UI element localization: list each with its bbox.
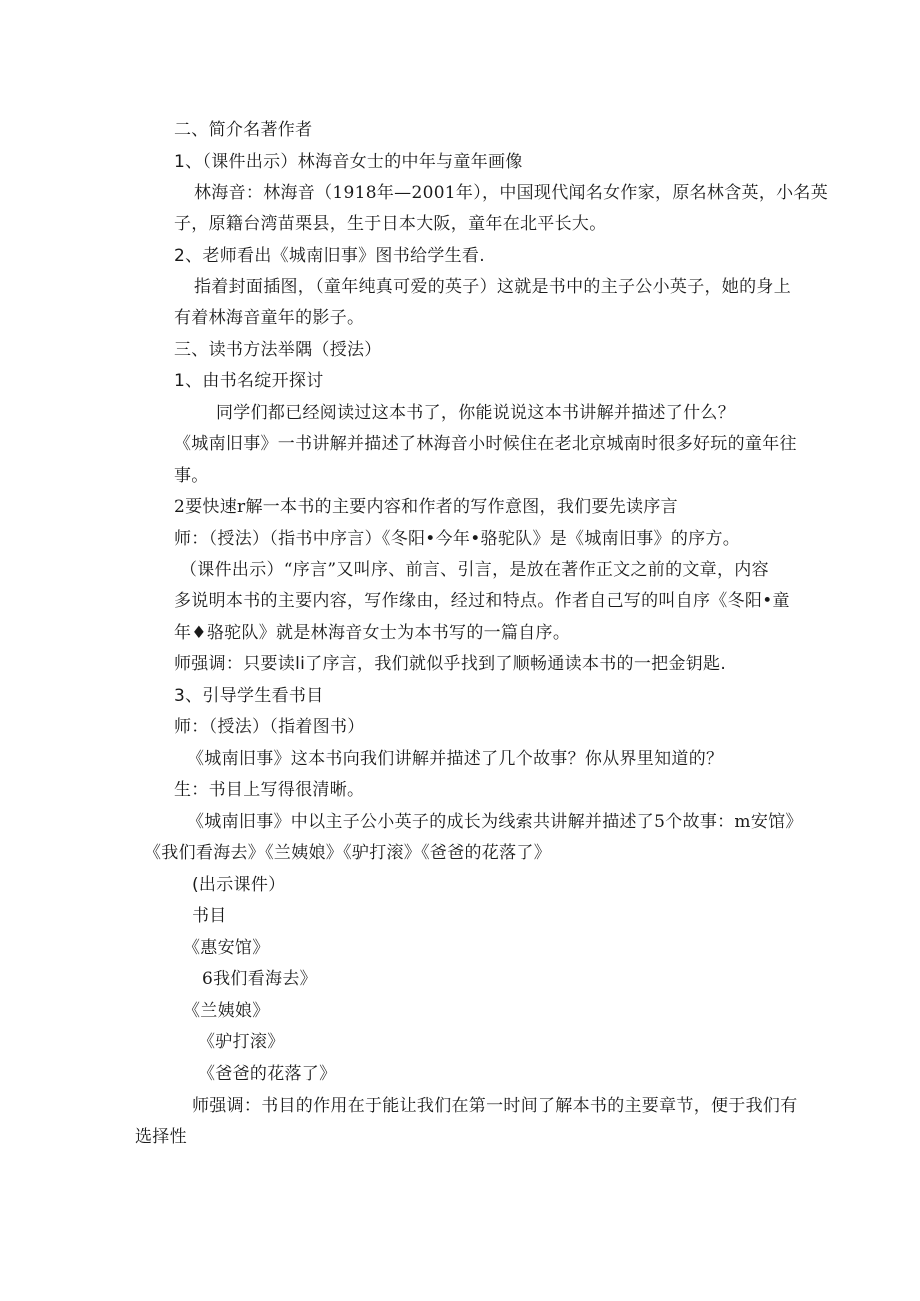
paragraph-line: 《我们看海去》《兰姨娘》《驴打滚》《爸爸的花落了》 <box>144 843 551 863</box>
paragraph-line: 2要快速r解一本书的主要内容和作者的写作意图，我们要先读序言 <box>174 497 678 517</box>
paragraph-line: 《城南旧事》一书讲解并描述了林海音小时候住在老北京城南时很多好玩的童年往 <box>174 434 797 454</box>
question-line: 同学们都已经阅读过这本书了，你能说说这本书讲解并描述了什么？ <box>216 403 735 423</box>
paragraph-line: 子，原籍台湾苗栗县，生于日本大阪，童年在北平长大。 <box>174 214 607 234</box>
paragraph-line: （课件出示）“序言”又叫序、前言、引言，是放在著作正文之前的文章，内容 <box>180 560 769 580</box>
paragraph-line: 《城南旧事》中以主子公小英子的成长为线索共讲解并描述了5个故事：m安馆》 <box>187 812 803 832</box>
section-heading-method: 三、读书方法举隅（授法） <box>174 340 382 360</box>
toc-item: 《兰姨娘》 <box>183 1001 270 1021</box>
question-line: 《城南旧事》这本书向我们讲解并描述了几个故事？你从界里知道的？ <box>187 749 724 769</box>
paragraph-line: 2、老师看出《城南旧事》图书给学生看. <box>174 246 485 266</box>
toc-item: 《驴打滚》 <box>198 1032 285 1052</box>
paragraph-line: 师：（授法）（指书中序言）《冬阳•今年•骆驼队》是《城南旧事》的序方。 <box>174 529 741 549</box>
toc-item: 《爸爸的花落了》 <box>198 1064 337 1084</box>
paragraph-line: (出示课件） <box>192 875 286 895</box>
paragraph-line: 年♦骆驼队》就是林海音女士为本书写的一篇自序。 <box>174 623 571 643</box>
paragraph-line: 师强调：书目的作用在于能让我们在第一时间了解本书的主要章节，便于我们有 <box>192 1096 798 1116</box>
paragraph-line: 师：（授法）（指着图书） <box>174 717 365 737</box>
paragraph-line: 选择性 <box>135 1127 187 1147</box>
paragraph-line: 有着林海音童年的影子。 <box>174 308 365 328</box>
paragraph-line: 事。 <box>174 466 209 486</box>
paragraph-line: 指着封面插图，（童年纯真可爱的英子）这就是书中的主子公小英子，她的身上 <box>194 277 791 297</box>
paragraph-line: 师强调：只要读li了序言，我们就似乎找到了顺畅通读本书的一把金钥匙. <box>174 654 727 674</box>
paragraph-line: 3、引导学生看书目 <box>174 686 324 706</box>
paragraph-line: 林海音：林海音（1918年—2001年），中国现代闻名女作家，原名林含英，小名英 <box>194 183 829 203</box>
toc-item: 《惠安馆》 <box>183 938 270 958</box>
toc-item: 6我们看海去》 <box>202 969 317 989</box>
paragraph-line: 1、由书名绽开探讨 <box>174 371 324 391</box>
paragraph-line: 生：书目上写得很清晰。 <box>174 780 365 800</box>
paragraph-line: 1、（课件出示）林海音女士的中年与童年画像 <box>174 152 523 172</box>
section-heading-author: 二、简介名著作者 <box>174 120 313 140</box>
paragraph-line: 多说明本书的主要内容，写作缘由，经过和特点。作者自己写的叫自序《冬阳•童 <box>174 591 790 611</box>
toc-heading: 书目 <box>192 906 227 926</box>
